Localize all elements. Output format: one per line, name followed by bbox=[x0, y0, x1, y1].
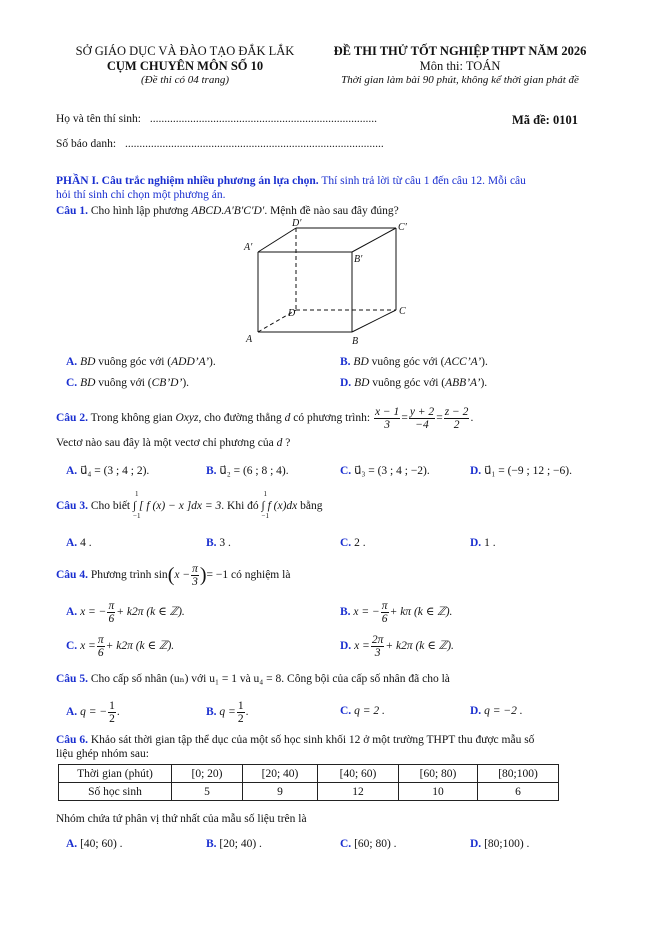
q3-lower2: −1 bbox=[261, 512, 269, 520]
q3-option-a-key: A. bbox=[66, 537, 78, 549]
q6-stem bbox=[56, 734, 534, 746]
q1-option-d[interactable] bbox=[340, 377, 487, 389]
q6-text2: liệu ghép nhóm sau: bbox=[56, 748, 149, 760]
q2-frac-x bbox=[374, 406, 400, 431]
header-right bbox=[300, 44, 620, 86]
q3-integral1: ∫ [ f (x) − x ]dx = 3 bbox=[133, 500, 222, 512]
q4-text-a: Phương trình bbox=[87, 569, 155, 582]
vertex-C: C bbox=[399, 306, 406, 317]
q3-text-c: bằng bbox=[297, 500, 323, 512]
q5-option-a-num: 1 bbox=[109, 700, 115, 712]
q1-cube-name: ABCD.A′B′C′D′ bbox=[191, 205, 265, 217]
q5-stem bbox=[56, 671, 450, 685]
q5-option-d[interactable] bbox=[470, 705, 523, 717]
q2-label: Câu 2. bbox=[56, 412, 88, 425]
q3-option-a[interactable] bbox=[66, 537, 92, 549]
q6-option-d-key: D. bbox=[470, 838, 482, 850]
cube-figure bbox=[240, 218, 420, 348]
q4-option-c-num: π bbox=[97, 634, 104, 646]
student-id-line bbox=[56, 138, 384, 150]
q4-option-a-frac bbox=[107, 600, 115, 625]
q1-text-a: Cho hình lập phương bbox=[87, 205, 192, 217]
q4-option-d-post: + k2π (k ∈ ℤ). bbox=[385, 640, 454, 653]
q2-text-c: có phương trình: bbox=[290, 412, 373, 425]
q2-option-b-key: B. bbox=[206, 465, 217, 477]
q5-option-c-pre: q = 2 . bbox=[354, 705, 385, 717]
q1-option-b-plane: ACC’A’ bbox=[444, 356, 482, 368]
q1-option-a-pre: BD bbox=[80, 356, 96, 368]
q2-option-b-text: u⃗₂ = (6 ; 8 ; 4). bbox=[219, 465, 289, 477]
q4-option-a[interactable] bbox=[66, 600, 185, 625]
q6-option-c-text: [60; 80) . bbox=[354, 838, 397, 850]
table-header-cell: [20; 40) bbox=[243, 765, 318, 783]
q4-option-d-frac bbox=[371, 634, 385, 659]
time-note: Thời gian làm bài 90 phút, không kể thời gian phát đề bbox=[341, 74, 579, 86]
q4-option-b-den: 6 bbox=[381, 613, 388, 625]
q4-option-a-den: 6 bbox=[108, 613, 115, 625]
vertex-B: B bbox=[352, 336, 359, 347]
q5-option-a[interactable] bbox=[66, 700, 120, 725]
q1-option-c-end: ). bbox=[182, 377, 190, 389]
q4-option-b-key: B. bbox=[340, 606, 351, 619]
q5-option-c-key: C. bbox=[340, 705, 352, 717]
table-cell: 6 bbox=[478, 783, 559, 801]
q3-option-d[interactable] bbox=[470, 537, 496, 549]
q4-option-c[interactable] bbox=[66, 634, 174, 659]
table-cell: 9 bbox=[243, 783, 318, 801]
q2-line: d bbox=[284, 412, 291, 425]
q5-option-b-pre: q = bbox=[219, 706, 236, 719]
q1-option-c-pre: BD bbox=[80, 377, 96, 389]
q3-lower1: −1 bbox=[133, 512, 141, 520]
q5-option-a-frac bbox=[108, 700, 116, 725]
part1-instr1: Thí sinh trả lời từ câu 1 đến câu 12. Mỗi câu bbox=[318, 175, 526, 187]
q5-option-a-den: 2 bbox=[109, 713, 115, 725]
q5-option-b[interactable] bbox=[206, 700, 248, 725]
q5-label: Câu 5. bbox=[56, 673, 88, 685]
q2-option-b[interactable] bbox=[206, 463, 289, 477]
q1-option-d-plane: ABB’A’ bbox=[445, 377, 481, 389]
q4-three: 3 bbox=[192, 576, 198, 588]
vertex-A-prime: A′ bbox=[244, 242, 253, 253]
q6-option-c[interactable] bbox=[340, 838, 397, 850]
q2-option-c[interactable] bbox=[340, 463, 430, 477]
q3-option-b-key: B. bbox=[206, 537, 217, 549]
q6-option-b-key: B. bbox=[206, 838, 217, 850]
student-name-field[interactable]: ............................................................................... bbox=[149, 113, 377, 125]
q4-option-a-pre: x = − bbox=[80, 606, 107, 619]
q4-eq-post: = −1 bbox=[206, 569, 229, 582]
q2-n2: y + 2 bbox=[409, 406, 435, 418]
q3-option-d-key: D. bbox=[470, 537, 482, 549]
table-row bbox=[59, 765, 559, 783]
q2-line2: d bbox=[276, 437, 283, 449]
student-id-label: Số báo danh: bbox=[56, 138, 117, 150]
q4-option-c-frac bbox=[97, 634, 105, 659]
q1-option-b-text: vuông góc với ( bbox=[368, 356, 445, 368]
q6-option-b-text: [20; 40) . bbox=[219, 838, 262, 850]
q2-option-a-text: u⃗₄ = (3 ; 4 ; 2). bbox=[80, 465, 150, 477]
q6-option-a[interactable] bbox=[66, 838, 123, 850]
q6-label: Câu 6. bbox=[56, 734, 88, 746]
q5-option-b-key: B. bbox=[206, 706, 217, 719]
q2-d1: 3 bbox=[384, 419, 390, 431]
q5-option-a-key: A. bbox=[66, 706, 78, 719]
q2-space: Oxyz bbox=[175, 412, 199, 425]
q1-option-b[interactable] bbox=[340, 356, 488, 368]
table-header-cell: [80;100) bbox=[478, 765, 559, 783]
q1-option-a-plane: ADD’A’ bbox=[171, 356, 210, 368]
q2-frac-y bbox=[409, 406, 435, 431]
q4-option-c-den: 6 bbox=[97, 647, 104, 659]
q3-text-a: Cho biết bbox=[87, 500, 133, 512]
q1-option-b-key: B. bbox=[340, 356, 351, 368]
q2-option-a-key: A. bbox=[66, 465, 78, 477]
q1-option-d-pre: BD bbox=[354, 377, 370, 389]
q1-option-a-text: vuông góc với ( bbox=[95, 356, 172, 368]
q3-option-b-text: 3 . bbox=[219, 537, 231, 549]
part1-instr2: hỏi thí sinh chỉ chọn một phương án. bbox=[56, 189, 226, 201]
q5-option-b-post: . bbox=[245, 706, 249, 719]
q1-stem bbox=[56, 205, 399, 217]
q5-text: Cho cấp số nhân (uₙ) với u₁ = 1 và u₄ = 8. Công bội của cấp số nhân đã cho là bbox=[87, 673, 450, 685]
q1-option-d-end: ). bbox=[480, 377, 488, 389]
q3-option-c-key: C. bbox=[340, 537, 352, 549]
q4-option-b-num: π bbox=[381, 600, 388, 612]
q3-upper2: 1 bbox=[263, 490, 268, 498]
q4-option-b-pre: x = − bbox=[353, 606, 380, 619]
q6-data-table bbox=[58, 764, 559, 801]
q3-text-b: . Khi đó bbox=[221, 500, 262, 512]
q1-option-a-end: ). bbox=[209, 356, 216, 368]
part1-line1 bbox=[56, 175, 526, 187]
q2-option-d-text: u⃗₁ = (−9 ; 12 ; −6). bbox=[484, 465, 572, 477]
q2-option-c-text: u⃗₃ = (3 ; 4 ; −2). bbox=[354, 465, 430, 477]
q2-question bbox=[56, 437, 290, 449]
q1-option-b-pre: BD bbox=[353, 356, 369, 368]
q3-option-c[interactable] bbox=[340, 537, 366, 549]
table-cell: 5 bbox=[172, 783, 243, 801]
q4-option-b[interactable] bbox=[340, 600, 452, 625]
q3-option-b[interactable] bbox=[206, 537, 231, 549]
q1-option-a[interactable] bbox=[66, 356, 216, 368]
q2-option-d-key: D. bbox=[470, 465, 482, 477]
q6-option-a-text: [40; 60) . bbox=[80, 838, 123, 850]
student-id-field[interactable]: .......................................................................................... bbox=[124, 138, 384, 150]
q5-option-b-den: 2 bbox=[237, 713, 244, 725]
q3-option-d-text: 1 . bbox=[484, 537, 496, 549]
q6-text1: Khảo sát thời gian tập thể dục của một số học sinh khối 12 ở một trường THPT thu được mẫu số bbox=[87, 734, 535, 746]
q6-option-a-key: A. bbox=[66, 838, 78, 850]
q4-option-d-pre: x = bbox=[354, 640, 370, 653]
q4-option-c-post: + k2π (k ∈ ℤ). bbox=[105, 640, 175, 653]
q2-text-e: ? bbox=[282, 437, 291, 449]
vertex-B-prime: B′ bbox=[354, 254, 363, 265]
q4-option-d-den: 3 bbox=[374, 647, 381, 659]
table-row bbox=[59, 783, 559, 801]
q3-integral2-wrap bbox=[261, 490, 298, 520]
part1-title: PHẦN I. Câu trắc nghiệm nhiều phương án lựa chọn. bbox=[56, 175, 319, 187]
vertex-D: D bbox=[288, 308, 296, 319]
q4-label: Câu 4. bbox=[56, 569, 88, 582]
vertex-C-prime: C′ bbox=[398, 222, 407, 233]
q2-text-b: , cho đường thẳng bbox=[198, 412, 285, 425]
q2-n3: z − 2 bbox=[444, 406, 469, 418]
q1-option-b-end: ). bbox=[481, 356, 488, 368]
q3-option-c-text: 2 . bbox=[354, 537, 366, 549]
q4-option-a-num: π bbox=[108, 600, 115, 612]
q6-option-c-key: C. bbox=[340, 838, 352, 850]
q3-label: Câu 3. bbox=[56, 500, 88, 512]
q4-option-a-post: + k2π (k ∈ ℤ). bbox=[116, 606, 185, 619]
q2-option-d[interactable] bbox=[470, 463, 572, 477]
q2-n1: x − 1 bbox=[374, 406, 400, 418]
q1-text-b: . Mệnh đề nào sau đây đúng? bbox=[264, 205, 399, 217]
q4-option-d[interactable] bbox=[340, 634, 454, 659]
q2-frac-z bbox=[444, 406, 470, 431]
vertex-A: A bbox=[246, 334, 253, 345]
q1-option-c-plane: CB’D’ bbox=[151, 377, 183, 389]
q5-option-d-pre: q = −2 . bbox=[484, 705, 523, 717]
q2-d3: 2 bbox=[453, 419, 460, 431]
q4-option-b-frac bbox=[381, 600, 389, 625]
q4-option-c-pre: x = bbox=[80, 640, 96, 653]
q2-d2: −4 bbox=[415, 419, 429, 431]
header-left bbox=[40, 44, 330, 86]
q4-option-d-num: 2π bbox=[371, 634, 384, 646]
q1-option-a-key: A. bbox=[66, 356, 78, 368]
q4-option-b-post: + kπ (k ∈ ℤ). bbox=[389, 606, 453, 619]
table-cell: 10 bbox=[399, 783, 478, 801]
q4-eq-x: x − bbox=[174, 569, 191, 582]
q4-sin: sin bbox=[154, 569, 168, 582]
q1-option-d-text: vuông góc với ( bbox=[369, 377, 446, 389]
q4-frac bbox=[191, 563, 199, 588]
q2-option-c-key: C. bbox=[340, 465, 352, 477]
table-header-cell: Thời gian (phút) bbox=[59, 765, 172, 783]
vertex-D-prime: D′ bbox=[292, 218, 302, 229]
table-header-cell: [60; 80) bbox=[399, 765, 478, 783]
q4-option-c-key: C. bbox=[66, 640, 78, 653]
q1-option-c[interactable] bbox=[66, 377, 189, 389]
q6-question: Nhóm chứa tứ phân vị thứ nhất của mẫu số liệu trên là bbox=[56, 813, 307, 825]
table-header-cell: [40; 60) bbox=[318, 765, 399, 783]
table-header-cell: [0; 20) bbox=[172, 765, 243, 783]
exam-title: ĐỀ THI THỬ TỐT NGHIỆP THPT NĂM 2026 bbox=[333, 44, 587, 58]
q3-upper1: 1 bbox=[135, 490, 139, 498]
q1-option-d-key: D. bbox=[340, 377, 352, 389]
q4-option-a-key: A. bbox=[66, 606, 78, 619]
q5-option-b-num: 1 bbox=[237, 700, 244, 712]
q6-option-b[interactable] bbox=[206, 838, 262, 850]
subject: Môn thi: TOÁN bbox=[419, 59, 501, 73]
q4-pi: π bbox=[192, 563, 198, 575]
q4-text-b: có nghiệm là bbox=[228, 569, 291, 582]
cluster-name: CỤM CHUYÊN MÔN SỐ 10 bbox=[106, 59, 264, 73]
q2-text-a: Trong không gian bbox=[87, 412, 176, 425]
q4-stem: Câu 4. Phương trình sin(x − $\frac{\pi}{3}$ )= −1 có nghiệm là bbox=[56, 563, 291, 588]
q3-stem bbox=[56, 490, 323, 520]
q1-label: Câu 1. bbox=[56, 205, 88, 217]
student-name-line bbox=[56, 113, 377, 125]
q2-stem: Câu 2. Trong không gian Oxyz, cho đường thẳng d có phương trình: $\frac{x - 1}{3}$ = $\frac{y + 2}{-4}$ = $\frac{z - 2}{2}$ . bbox=[56, 406, 474, 431]
q2-option-a[interactable] bbox=[66, 463, 149, 477]
exam-code: Mã đề: 0101 bbox=[512, 113, 578, 127]
q2-text-d: Vectơ nào sau đây là một vectơ chỉ phương của bbox=[56, 437, 277, 449]
student-name-label: Họ và tên thí sinh: bbox=[56, 113, 141, 125]
q3-integral1-wrap bbox=[133, 490, 222, 520]
q5-option-a-post: . bbox=[116, 706, 120, 719]
q6-option-d[interactable] bbox=[470, 838, 529, 850]
q4-option-d-key: D. bbox=[340, 640, 352, 653]
q5-option-b-frac bbox=[237, 700, 245, 725]
q5-option-c[interactable] bbox=[340, 705, 385, 717]
q1-option-c-text: vuông với ( bbox=[95, 377, 152, 389]
q5-option-d-key: D. bbox=[470, 705, 482, 717]
q3-option-a-text: 4 . bbox=[80, 537, 92, 549]
q1-option-c-key: C. bbox=[66, 377, 78, 389]
table-cell: 12 bbox=[318, 783, 399, 801]
table-cell: Số học sinh bbox=[59, 783, 172, 801]
q3-integral2: ∫ f (x)dx bbox=[261, 500, 298, 512]
dept-name: SỞ GIÁO DỤC VÀ ĐÀO TẠO ĐẮK LẮK bbox=[75, 44, 295, 58]
q6-option-d-text: [80;100) . bbox=[484, 838, 530, 850]
pages-note: (Đề thi có 04 trang) bbox=[141, 74, 229, 86]
q5-option-a-pre: q = − bbox=[80, 706, 108, 719]
